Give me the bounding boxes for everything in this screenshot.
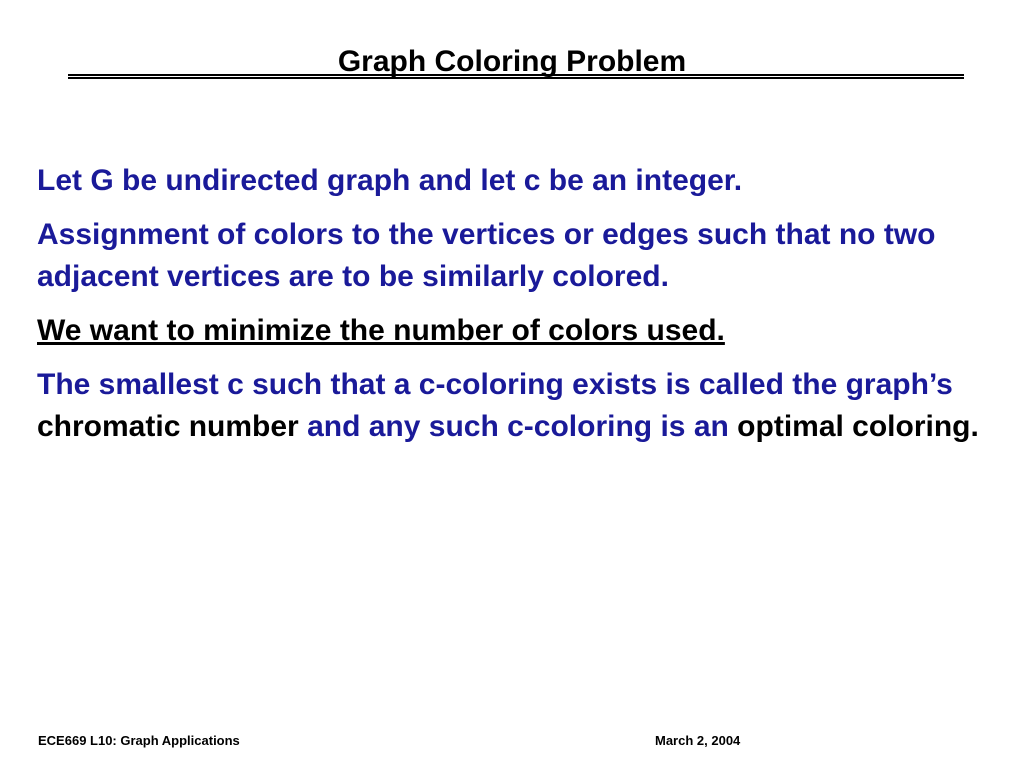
- optimal-coloring-term: optimal coloring.: [737, 410, 979, 443]
- footer-course: ECE669 L10: Graph Applications: [38, 733, 240, 748]
- paragraph-goal: We want to minimize the number of colors used.: [37, 314, 725, 347]
- paragraph-definition: Let G be undirected graph and let c be an integer.: [37, 164, 743, 197]
- chromatic-number-term: chromatic number: [37, 410, 299, 443]
- footer-date: March 2, 2004: [655, 733, 741, 748]
- paragraph-chromatic: [37, 364, 987, 448]
- paragraph-assignment: Assignment of colors to the vertices or edges such that no two adjacent vertices are to be similarly colored.: [37, 218, 936, 293]
- title-underline: [68, 74, 964, 79]
- slide-body: [37, 160, 987, 460]
- chromatic-text-a: The smallest c such that a c-coloring exists is called the graph’s: [37, 368, 953, 401]
- chromatic-text-c: and any such c-coloring is an: [298, 410, 738, 443]
- slide-title: Graph Coloring Problem: [337, 45, 687, 78]
